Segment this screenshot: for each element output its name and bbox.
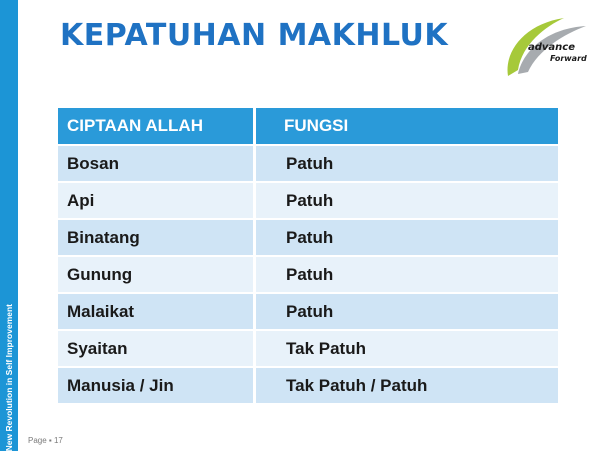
cell-ciptaan: Syaitan — [67, 338, 128, 358]
cell-ciptaan: Api — [67, 190, 95, 210]
advance-forward-logo — [494, 4, 598, 86]
table-row — [58, 218, 558, 255]
table-row — [58, 255, 558, 292]
cell-ciptaan: Binatang — [67, 227, 140, 247]
cell-fungsi: Patuh — [253, 183, 558, 218]
cell-ciptaan: Malaikat — [67, 301, 135, 321]
table-row — [58, 366, 558, 403]
cell-fungsi: Patuh — [253, 257, 558, 292]
cell-fungsi: Tak Patuh / Patuh — [253, 368, 558, 403]
header-fungsi: FUNGSI — [253, 108, 558, 144]
logo-word-forward: Forward — [550, 54, 587, 63]
cell-fungsi: Patuh — [253, 294, 558, 329]
header-ciptaan-allah: CIPTAAN ALLAH — [67, 116, 203, 135]
table-row — [58, 329, 558, 366]
cell-fungsi: Patuh — [253, 220, 558, 255]
cell-ciptaan: Gunung — [67, 264, 133, 284]
page-number: Page ▪ 17 — [28, 436, 63, 445]
table-row — [58, 181, 558, 218]
cell-fungsi: Tak Patuh — [253, 331, 558, 366]
logo-word-advance: advance — [528, 42, 576, 53]
side-banner-text: New Revolution in Self Improvement — [4, 303, 14, 451]
cell-ciptaan: Manusia / Jin — [67, 375, 174, 395]
cell-fungsi: Patuh — [253, 146, 558, 181]
table-row — [58, 292, 558, 329]
slide-title: KEPATUHAN MAKHLUK — [60, 18, 449, 53]
cell-ciptaan: Bosan — [67, 153, 119, 173]
side-banner — [0, 0, 18, 451]
table-row — [58, 144, 558, 181]
table-header-row — [58, 108, 558, 144]
ciptaan-table — [58, 108, 558, 403]
